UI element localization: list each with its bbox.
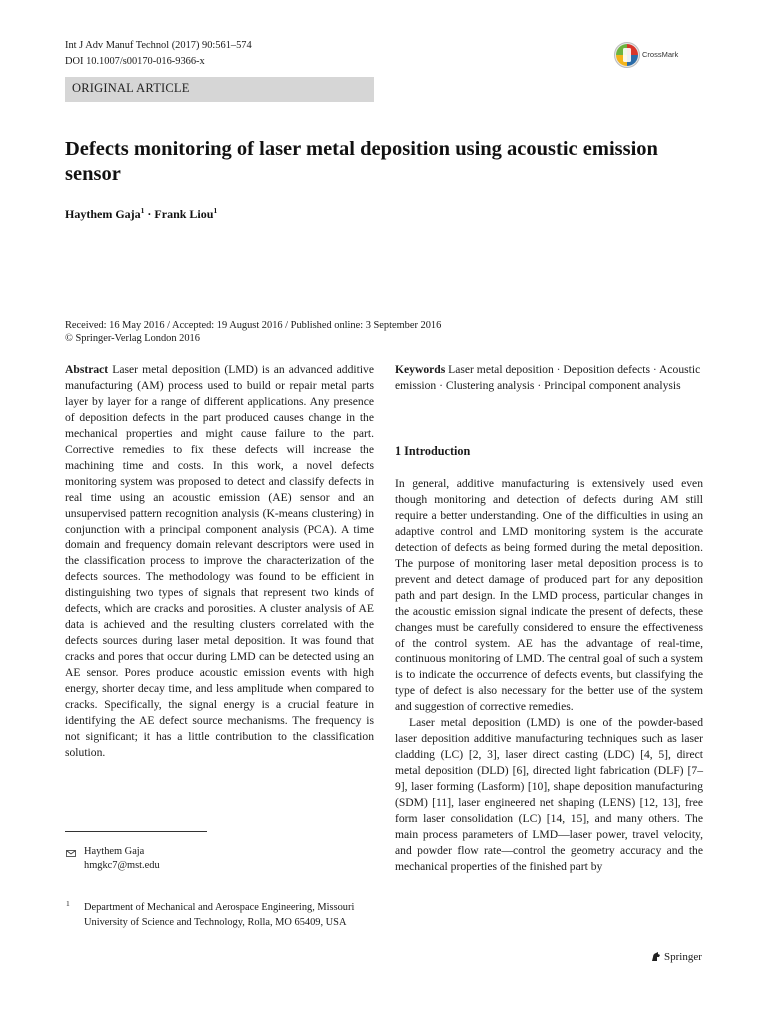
author-name[interactable]: Haythem Gaja bbox=[65, 207, 141, 221]
crossmark-badge[interactable] bbox=[614, 41, 708, 69]
affiliation-text: Department of Mechanical and Aerospace Engineering, Missouri University of Science and Technology, Rolla, MO 65409, USA bbox=[84, 902, 355, 928]
doi[interactable]: DOI 10.1007/s00170-016-9366-x bbox=[65, 56, 205, 67]
copyright-notice: © Springer-Verlag London 2016 bbox=[65, 333, 200, 344]
crossmark-icon bbox=[614, 41, 640, 69]
footnote-divider bbox=[65, 831, 207, 832]
introduction-body bbox=[395, 476, 703, 875]
author-name[interactable]: Frank Liou bbox=[154, 207, 214, 221]
introduction-paragraph: Laser metal deposition (LMD) is one of the powder-based laser deposition additive manufacturing techniques such as laser cladding (LC) [2, 3], laser direct casting (LDC) [4, 5], direct metal deposition (DLD) [6], directed light fabrication (DLF) [7–9], laser forming (Lasform) [10], shape deposition manufacturing (SDM) [11], laser engineered net shaping (LENS) [12, 13], free form laser consolidation (LC) [14, 15], and many others. The main process parameters of LMD—laser power, travel velocity, and powder flow rate—control the geometry accuracy and the mechanical properties of the finished part by bbox=[395, 716, 703, 873]
abstract bbox=[65, 362, 374, 761]
crossmark-label: CrossMark bbox=[642, 50, 679, 59]
springer-horse-icon bbox=[650, 951, 662, 963]
abstract-text: Laser metal deposition (LMD) is an advanced additive manufacturing (AM) process used to build or repair metal parts layer by layer for a range of different applications. Any presence of deposition defects in the part produced causes change in the mechanical properties and might cause failure to the part. Corrective remedies to fix these defects will increase the machining time and costs. In this work, a novel defects monitoring system was proposed to detect and classify defects in real time using an acoustic emission (AE) sensor and an unsupervised pattern recognition analysis (K-means clustering) in conjunction with a principal component analysis (PCA). A time domain and frequency domain relevant descriptors were used in the classification process to improve the characterization of the defects sources. The methodology was found to be efficient in distinguishing two types of signals that represent two kinds of defects, which are cracks and porosities. A cluster analysis of AE data is achieved and the resulting clusters correlated with the defects sources during laser metal deposition. It was found that cracks and pores that occur during LMD can be detected using an AE sensor. Pores produce acoustic emission events with high energy, shorter decay time, and less amplitude when compared to cracks. Specifically, the signal energy is a crucial feature in identifying the AE defect source mechanisms. The frequency is not significant; it has a little contribution to the classification solution. bbox=[65, 363, 374, 759]
corresponding-author-name: Haythem Gaja bbox=[84, 846, 145, 857]
publisher-name: Springer bbox=[664, 951, 702, 963]
journal-citation: Int J Adv Manuf Technol (2017) 90:561–574 bbox=[65, 40, 252, 51]
article-type-banner bbox=[65, 77, 374, 102]
author-separator: · bbox=[147, 207, 152, 221]
keywords-list: Laser metal deposition · Deposition defects · Acoustic emission · Clustering analysis · Principal component analysis bbox=[395, 363, 701, 392]
affiliation-number: 1 bbox=[66, 899, 70, 908]
publisher-logo bbox=[650, 951, 702, 963]
keywords bbox=[395, 362, 703, 394]
article-type-label: ORIGINAL ARTICLE bbox=[72, 81, 190, 95]
paper-title: Defects monitoring of laser metal deposition using acoustic emission sensor bbox=[65, 138, 658, 185]
keywords-heading: Keywords bbox=[395, 363, 446, 376]
author-affiliation-marker: 1 bbox=[140, 206, 145, 215]
section-heading-introduction: 1 Introduction bbox=[395, 444, 471, 458]
publication-dates: Received: 16 May 2016 / Accepted: 19 August 2016 / Published online: 3 September 2016 bbox=[65, 320, 442, 331]
abstract-heading: Abstract bbox=[65, 363, 109, 376]
corresponding-author-email[interactable]: hmgkc7@mst.edu bbox=[84, 860, 160, 871]
introduction-paragraph: In general, additive manufacturing is extensively used even though monitoring and detection of defects during AM still require a better understanding. One of the difficulties in using an adaptive control and LMD monitoring system is the accurate detection of defects as being formed during the metal deposition. The purpose of monitoring laser metal deposition process is to prevent and detect damage of produced part for any deposition path and part design. In the LMD process, particular changes in the acoustic emission signal indicate the present of defects, these changes must be carefully considered to ensure the effectiveness of the control system. AE has the advantage of real-time, continuous monitoring of LMD. The central goal of such a system is to indicate the occurrence of defects events, but classifying the type of defect is also necessary for the better use of the system and suggestion of corrective remedies. bbox=[395, 477, 703, 714]
envelope-icon bbox=[66, 850, 76, 857]
author-list bbox=[65, 206, 217, 222]
author-affiliation-marker: 1 bbox=[213, 206, 218, 215]
